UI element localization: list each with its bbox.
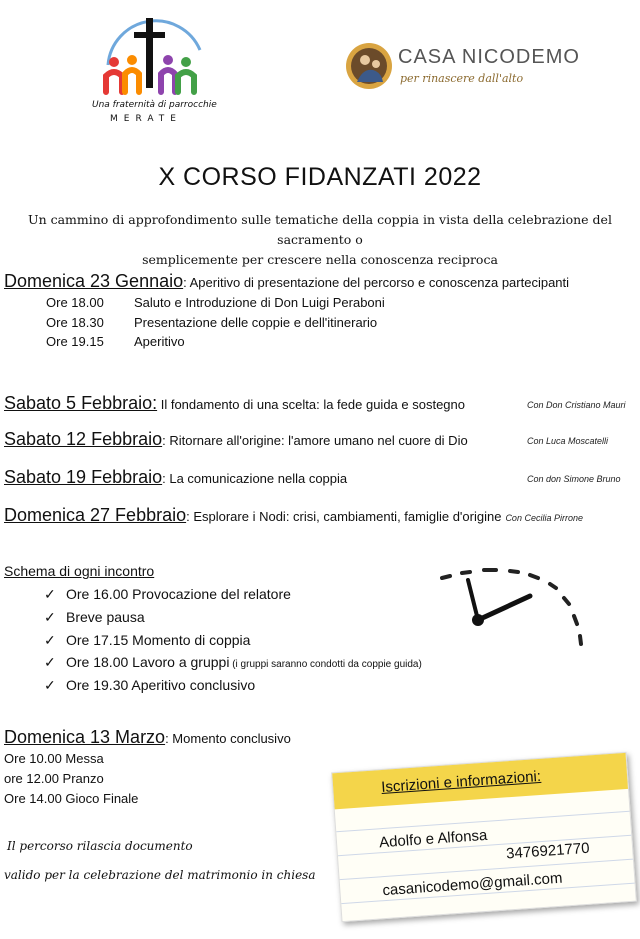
card-title: Iscrizioni e informazioni: [380,767,542,797]
info-card [331,752,637,922]
meeting-desc: : Esplorare i Nodi: crisi, cambiamenti, famiglie d'origine [186,509,502,524]
schedule-row [46,315,377,330]
schema-item-text: Ore 17.15 Momento di coppia [66,632,251,648]
contact-phone[interactable]: 3476921770 [505,839,591,863]
meeting-date: Sabato 19 Febbraio [4,467,163,487]
meeting-desc: : Aperitivo di presentazione del percorso e conoscenza partecipanti [183,275,570,290]
schema-item-text: Ore 18.00 Lavoro a gruppi [66,654,230,670]
page-title: X CORSO FIDANZATI 2022 [158,163,482,191]
schedule-row [46,334,185,349]
meeting-row [4,393,465,414]
meeting-row [4,467,347,488]
meeting-desc: : Ritornare all'origine: l'amore umano nel cuore di Dio [162,433,468,448]
certificate-note: valido per la celebrazione del matrimonio in chiesa [4,868,316,882]
schedule-time: Ore 18.30 [46,315,104,330]
schema-item-text: Ore 16.00 Provocazione del relatore [66,586,291,602]
meeting-date: Domenica 23 Gennaio [4,271,184,291]
certificate-note: Il percorso rilascia documento [7,839,193,853]
subtitle [20,210,620,270]
logo-caption-town: MERATE [110,114,182,124]
meeting-date: Sabato 5 Febbraio: [4,393,158,413]
contact-name: Adolfo e Alfonsa [378,826,488,852]
subtitle-line: Un cammino di approfondimento sulle tematiche della coppia in vista della celebrazione del sacramento o [28,212,612,247]
meeting-row [4,505,583,526]
parish-logo [88,10,218,125]
check-icon: ✓ [44,609,56,625]
contact-email[interactable]: casanicodemo@gmail.com [381,869,563,900]
schema-item [44,677,255,694]
meeting-speaker: Con Cecilia Pirrone [505,513,583,523]
schedule-time: Ore 18.00 [46,295,104,310]
check-icon: ✓ [44,677,56,693]
schedule-text: Presentazione delle coppie e dell'itinerario [134,315,378,330]
final-schedule-row: Ore 14.00 Gioco Finale [4,791,139,806]
brand-tagline: per rinascere dall'alto [400,72,524,85]
medallion-icon [345,42,393,90]
schedule-row [46,295,385,310]
meeting-date: Sabato 12 Febbraio [4,429,163,449]
meeting-speaker: Con Luca Moscatelli [527,436,609,446]
meeting-date: Domenica 27 Febbraio [4,505,187,525]
schema-item [44,632,250,649]
casa-nicodemo-logo [345,42,585,97]
schedule-text: Saluto e Introduzione di Don Luigi Peraboni [134,295,385,310]
meeting-desc: : Momento conclusivo [165,731,291,746]
check-icon: ✓ [44,632,56,648]
subtitle-line: semplicemente per crescere nella conoscenza reciproca [142,252,498,267]
meeting-date: Domenica 13 Marzo [4,727,166,747]
check-icon: ✓ [44,654,56,670]
clock-icon [430,560,590,660]
schema-item [44,609,145,626]
meeting-first [4,271,569,292]
meeting-final [4,727,291,748]
meeting-desc: Il fondamento di una scelta: la fede guida e sostegno [157,397,465,412]
schema-item-text: Breve pausa [66,609,145,625]
check-icon: ✓ [44,586,56,602]
schema-heading: Schema di ogni incontro [4,563,155,579]
meeting-speaker: Con Don Cristiano Mauri [527,400,626,410]
meeting-row [4,429,468,450]
meeting-desc: : La comunicazione nella coppia [162,471,348,486]
schedule-time: Ore 19.15 [46,334,104,349]
schedule-text: Aperitivo [134,334,185,349]
schema-item [44,654,422,671]
schema-item-text: Ore 19.30 Aperitivo conclusivo [66,677,256,693]
final-schedule-row: Ore 10.00 Messa [4,751,104,766]
logo-caption: Una fraternità di parrocchie [92,100,217,110]
schema-item [44,586,291,603]
parish-figures-icon [88,10,218,102]
meeting-speaker: Con don Simone Bruno [527,474,621,484]
brand-name: CASA NICODEMO [398,46,580,68]
schema-item-note: (i gruppi saranno condotti da coppie guida) [229,659,422,670]
final-schedule-row: ore 12.00 Pranzo [4,771,104,786]
